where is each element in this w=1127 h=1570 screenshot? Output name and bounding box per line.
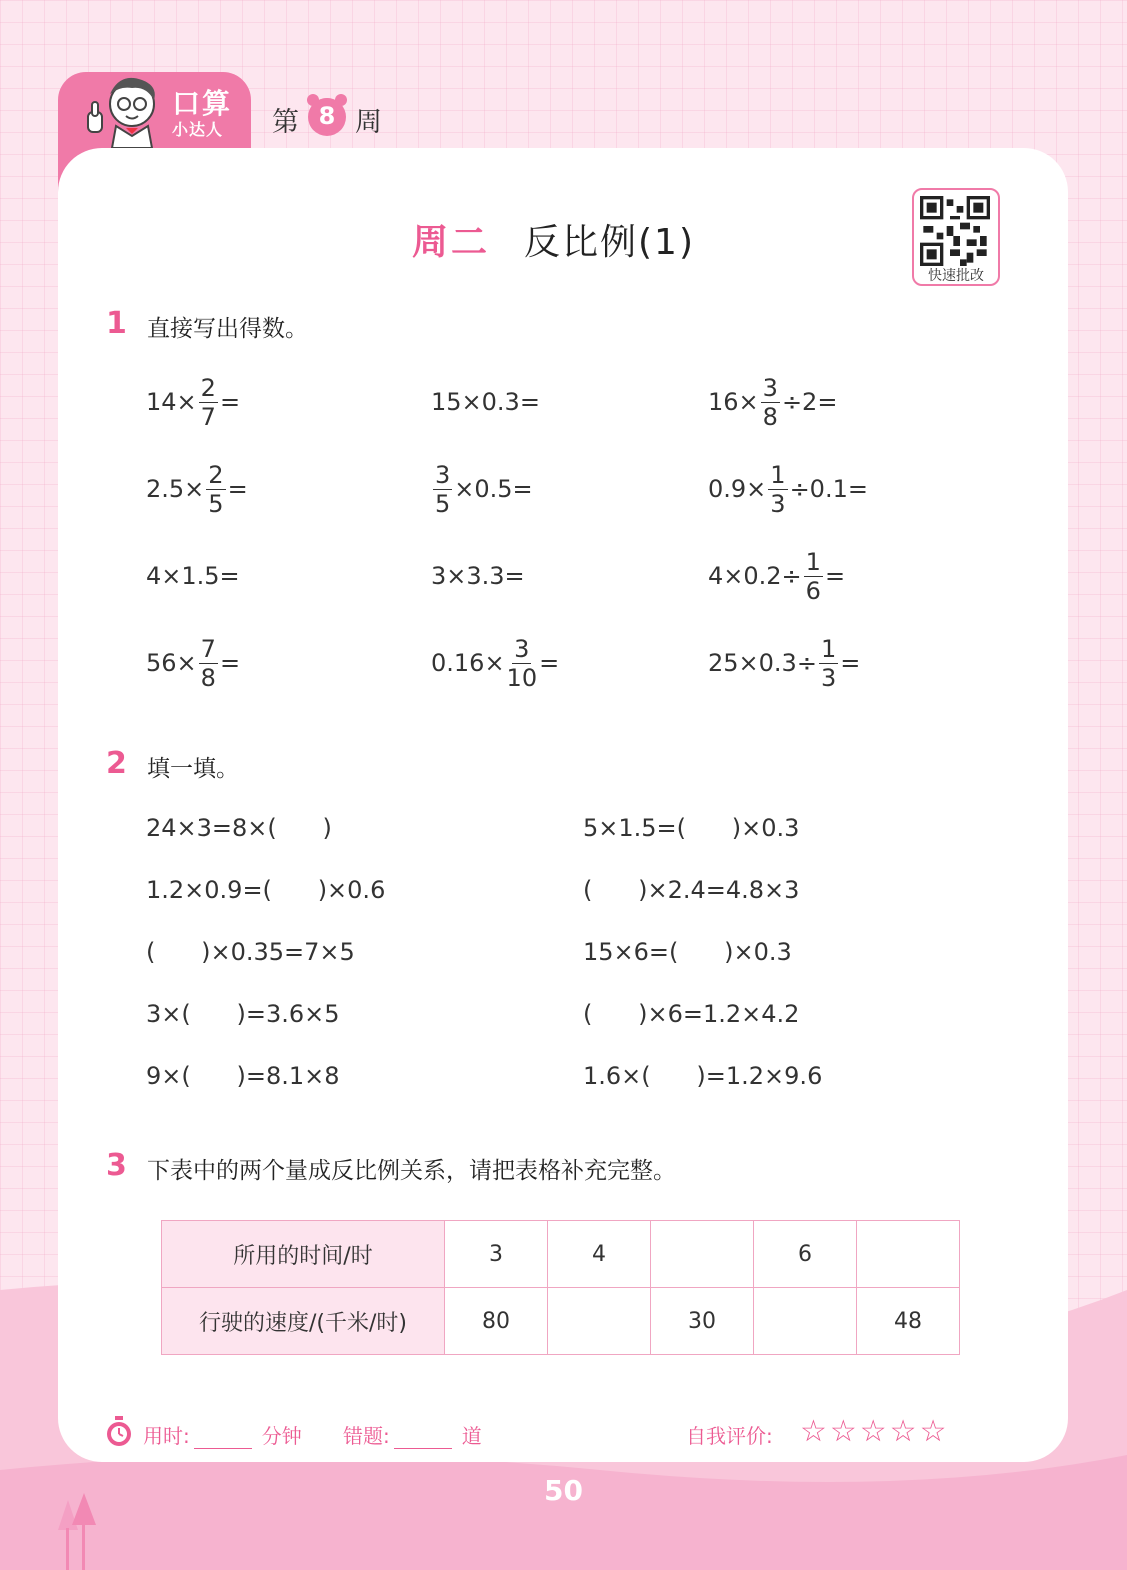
table-cell[interactable]	[651, 1221, 754, 1288]
table-cell[interactable]: 3	[445, 1221, 548, 1288]
expr-suffix: =	[539, 649, 560, 677]
page-title: 反比例(1)	[524, 222, 695, 263]
table-cell[interactable]	[548, 1288, 651, 1355]
table-cell[interactable]: 6	[754, 1221, 857, 1288]
section-number: 2	[106, 746, 127, 781]
calc-item[interactable]	[146, 544, 240, 608]
fraction-numerator: 3	[762, 373, 778, 402]
time-input[interactable]	[194, 1428, 252, 1449]
week-number: 8	[309, 98, 345, 134]
calc-item[interactable]	[431, 544, 525, 608]
table-row	[162, 1288, 960, 1355]
table-cell[interactable]: 30	[651, 1288, 754, 1355]
calc-item[interactable]	[431, 457, 533, 521]
table-cell[interactable]: 48	[857, 1288, 960, 1355]
fill-item[interactable]: ( )×6=1.2×4.2	[583, 1000, 800, 1028]
fraction-numerator: 2	[208, 460, 224, 489]
inverse-proportion-table	[161, 1220, 960, 1355]
expr-suffix: =	[840, 649, 861, 677]
calc-item[interactable]	[146, 457, 248, 521]
table-cell[interactable]	[857, 1221, 960, 1288]
calc-item[interactable]	[708, 457, 868, 521]
fill-item[interactable]: ( )×0.35=7×5	[146, 938, 355, 966]
expr-prefix: 15×0.3=	[431, 388, 540, 416]
section-instruction: 下表中的两个量成反比例关系，请把表格补充完整。	[147, 1158, 676, 1184]
section-instruction: 填一填。	[147, 756, 239, 782]
qr-label: 快速批改	[928, 268, 984, 284]
table-row-header: 所用的时间/时	[162, 1221, 445, 1288]
fill-item[interactable]: 1.2×0.9=( )×0.6	[146, 876, 386, 904]
badge-title: 口算	[172, 87, 233, 120]
fill-item[interactable]: 9×( )=8.1×8	[146, 1062, 340, 1090]
time-unit: 分钟	[261, 1424, 302, 1448]
fraction-denominator: 3	[820, 663, 837, 692]
rating-label: 自我评价:	[686, 1424, 773, 1448]
expr-prefix: 14×	[146, 388, 197, 416]
calc-item[interactable]	[708, 544, 845, 608]
expr-prefix: 4×0.2÷	[708, 562, 802, 590]
fraction-numerator: 3	[435, 460, 451, 489]
stopwatch-icon	[105, 1416, 133, 1448]
fraction	[804, 547, 823, 605]
expr-prefix: 2.5×	[146, 475, 205, 503]
week-suffix: 周	[355, 107, 382, 138]
fill-item[interactable]: 24×3=8×( )	[146, 814, 332, 842]
fraction	[199, 373, 218, 431]
mascot-icon	[80, 72, 170, 148]
fraction-numerator: 2	[200, 373, 216, 402]
fraction	[199, 634, 218, 692]
expr-suffix: =	[227, 475, 248, 503]
fill-item[interactable]: 3×( )=3.6×5	[146, 1000, 340, 1028]
fraction-denominator: 5	[208, 489, 224, 518]
fraction-denominator: 5	[435, 489, 451, 518]
expr-prefix: 0.9×	[708, 475, 767, 503]
fill-item[interactable]: 1.6×( )=1.2×9.6	[583, 1062, 823, 1090]
expr-prefix: 3×3.3=	[431, 562, 525, 590]
fraction-denominator: 7	[200, 402, 216, 431]
fraction-denominator: 6	[805, 576, 821, 605]
table-row	[162, 1221, 960, 1288]
calc-item[interactable]	[146, 370, 240, 434]
table-cell[interactable]	[754, 1288, 857, 1355]
expr-prefix: 25×0.3÷	[708, 649, 817, 677]
fill-item[interactable]: 5×1.5=( )×0.3	[583, 814, 800, 842]
fraction-denominator: 10	[506, 663, 538, 692]
fraction	[206, 460, 225, 518]
section-number: 3	[106, 1148, 127, 1183]
fraction	[433, 460, 452, 518]
fraction	[819, 634, 838, 692]
fraction	[761, 373, 780, 431]
fraction-denominator: 8	[762, 402, 778, 431]
fraction-denominator: 3	[770, 489, 786, 518]
time-field	[143, 1420, 302, 1449]
expr-suffix: ×0.5=	[454, 475, 533, 503]
calc-item[interactable]	[146, 631, 240, 695]
fill-item[interactable]: ( )×2.4=4.8×3	[583, 876, 800, 904]
star-rating[interactable]: ☆☆☆☆☆	[800, 1414, 950, 1449]
expr-suffix: =	[219, 649, 241, 677]
fraction	[506, 634, 538, 692]
table-row-header: 行驶的速度/(千米/时)	[162, 1288, 445, 1355]
fraction-numerator: 3	[514, 634, 530, 663]
fraction-numerator: 1	[805, 547, 821, 576]
expr-suffix: =	[824, 562, 846, 590]
time-label: 用时:	[143, 1424, 190, 1448]
expr-suffix: =	[219, 388, 241, 416]
expr-prefix: 16×	[708, 388, 759, 416]
calc-item[interactable]	[708, 370, 837, 434]
errors-input[interactable]	[394, 1428, 452, 1449]
calc-item[interactable]	[708, 631, 860, 695]
expr-prefix: 4×1.5=	[146, 562, 240, 590]
errors-label: 错题:	[343, 1424, 390, 1448]
expr-suffix: ÷0.1=	[789, 475, 868, 503]
fraction-numerator: 1	[820, 634, 837, 663]
fraction-numerator: 1	[770, 460, 786, 489]
section-instruction: 直接写出得数。	[147, 316, 308, 342]
section-number: 1	[106, 306, 127, 341]
badge-subtitle: 小达人	[172, 120, 224, 139]
table-cell[interactable]: 80	[445, 1288, 548, 1355]
fraction	[768, 460, 787, 518]
calc-item[interactable]	[431, 370, 540, 434]
errors-field	[343, 1420, 482, 1449]
fill-item[interactable]: 15×6=( )×0.3	[583, 938, 792, 966]
page-number: 50	[544, 1474, 583, 1507]
expr-suffix: ÷2=	[781, 388, 838, 416]
errors-unit: 道	[461, 1424, 482, 1448]
qr-code-icon	[920, 196, 990, 266]
fraction-numerator: 7	[200, 634, 216, 663]
calc-item[interactable]	[431, 631, 559, 695]
expr-prefix: 56×	[146, 649, 197, 677]
page-title-day: 周二	[412, 222, 491, 263]
table-cell[interactable]: 4	[548, 1221, 651, 1288]
fraction-denominator: 8	[200, 663, 216, 692]
week-prefix: 第	[272, 107, 299, 138]
expr-prefix: 0.16×	[431, 649, 505, 677]
